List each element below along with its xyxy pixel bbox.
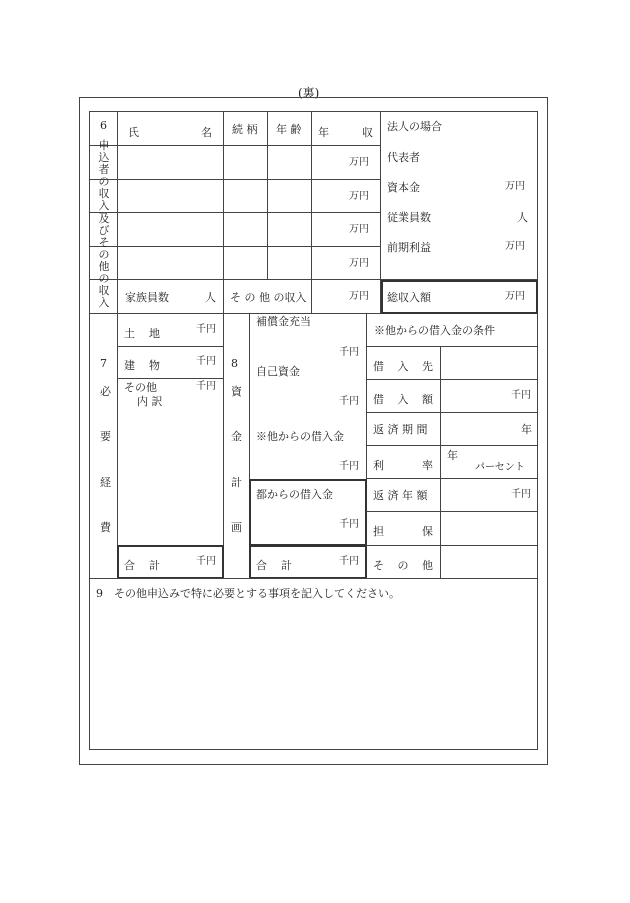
other-expense-label: その他 [124,381,157,394]
section-7-label-1: 必 [100,385,111,398]
breakdown-label: 内 訳 [137,395,163,408]
total-income-label: 総収入額 [387,291,431,304]
annual-repayment-label: 返 済 年 額 [373,489,428,502]
corp-profit: 前期利益 [387,241,431,254]
section-9-instruction: その他申込みで特に必要とする事項を記入してください。 [114,587,400,600]
corp-profit-unit: 万円 [505,241,525,252]
family-count-label: 家族員数 [125,291,169,304]
building-label: 建 物 [124,359,160,372]
funding-total-label: 合 計 [256,559,292,572]
family-count-unit: 人 [205,291,216,304]
repayment-period-unit: 年 [521,423,532,436]
col-header-name: 氏 名 [128,126,212,139]
loan-amount-unit: 千円 [511,390,531,401]
annual-repayment-unit: 千円 [511,489,531,500]
expense-total-unit: 千円 [196,556,216,567]
conditions-heading: ※他からの借入金の条件 [374,324,495,337]
corp-employees-unit: 人 [517,211,528,224]
section-8-label-4: 画 [231,521,242,534]
repayment-period-label: 返 済 期 間 [373,423,428,436]
section-8-label-1: 資 [231,385,242,398]
other-expense-unit: 千円 [196,381,216,392]
land-unit: 千円 [196,324,216,335]
income-unit-row-1: 万円 [349,157,369,168]
section-8-label-2: 金 [231,430,242,443]
income-unit-row-2: 万円 [349,191,369,202]
land-label: 土 地 [124,327,160,340]
section-8-number: 8 [231,357,238,370]
interest-rate-label: 利 率 [373,459,433,472]
tokyo-loan-unit: 千円 [339,519,359,530]
section-7-number: 7 [100,357,107,370]
section-6-number: 6 [100,119,107,132]
expense-total-label: 合 計 [124,559,160,572]
lender-label: 借 入 先 [373,360,433,373]
corp-employees: 従業員数 [387,211,431,224]
other-income-unit: 万円 [349,291,369,302]
compensation-label: 補償金充当 [256,315,311,328]
corp-heading: 法人の場合 [387,120,442,133]
total-income-unit: 万円 [505,291,525,302]
funding-total-unit: 千円 [339,556,359,567]
section-7-label-3: 経 [100,476,111,489]
interest-rate-unit-year: 年 [447,449,458,462]
section-7-label-2: 要 [100,430,111,443]
section-9-number: 9 [96,587,103,600]
own-funds-unit: 千円 [339,396,359,407]
collateral-label: 担 保 [373,525,433,538]
other-condition-label: そ の 他 [373,559,433,572]
compensation-unit: 千円 [339,347,359,358]
income-unit-row-3: 万円 [349,224,369,235]
loan-amount-label: 借 入 額 [373,393,433,406]
income-unit-row-4: 万円 [349,258,369,269]
col-header-income: 年 収 [318,126,373,139]
other-loans-unit: 千円 [339,461,359,472]
building-unit: 千円 [196,356,216,367]
other-loans-label: ※他からの借入金 [256,430,344,443]
corp-representative: 代表者 [387,151,420,164]
interest-rate-unit-percent: パーセント [475,462,525,473]
own-funds-label: 自己資金 [256,365,300,378]
col-header-age: 年 齢 [276,123,302,136]
corp-capital: 資本金 [387,181,420,194]
tokyo-loan-label: 都からの借入金 [256,488,333,501]
corp-capital-unit: 万円 [505,181,525,192]
section-8-label-3: 計 [231,476,242,489]
col-header-relation: 続 柄 [232,123,258,136]
section-7-label-4: 費 [100,521,111,534]
other-income-label: そ の 他 の収入 [230,291,307,304]
page-title: (裏) [298,86,320,100]
section-6-label: 申込者の収入及びその他の収入 [98,139,110,310]
